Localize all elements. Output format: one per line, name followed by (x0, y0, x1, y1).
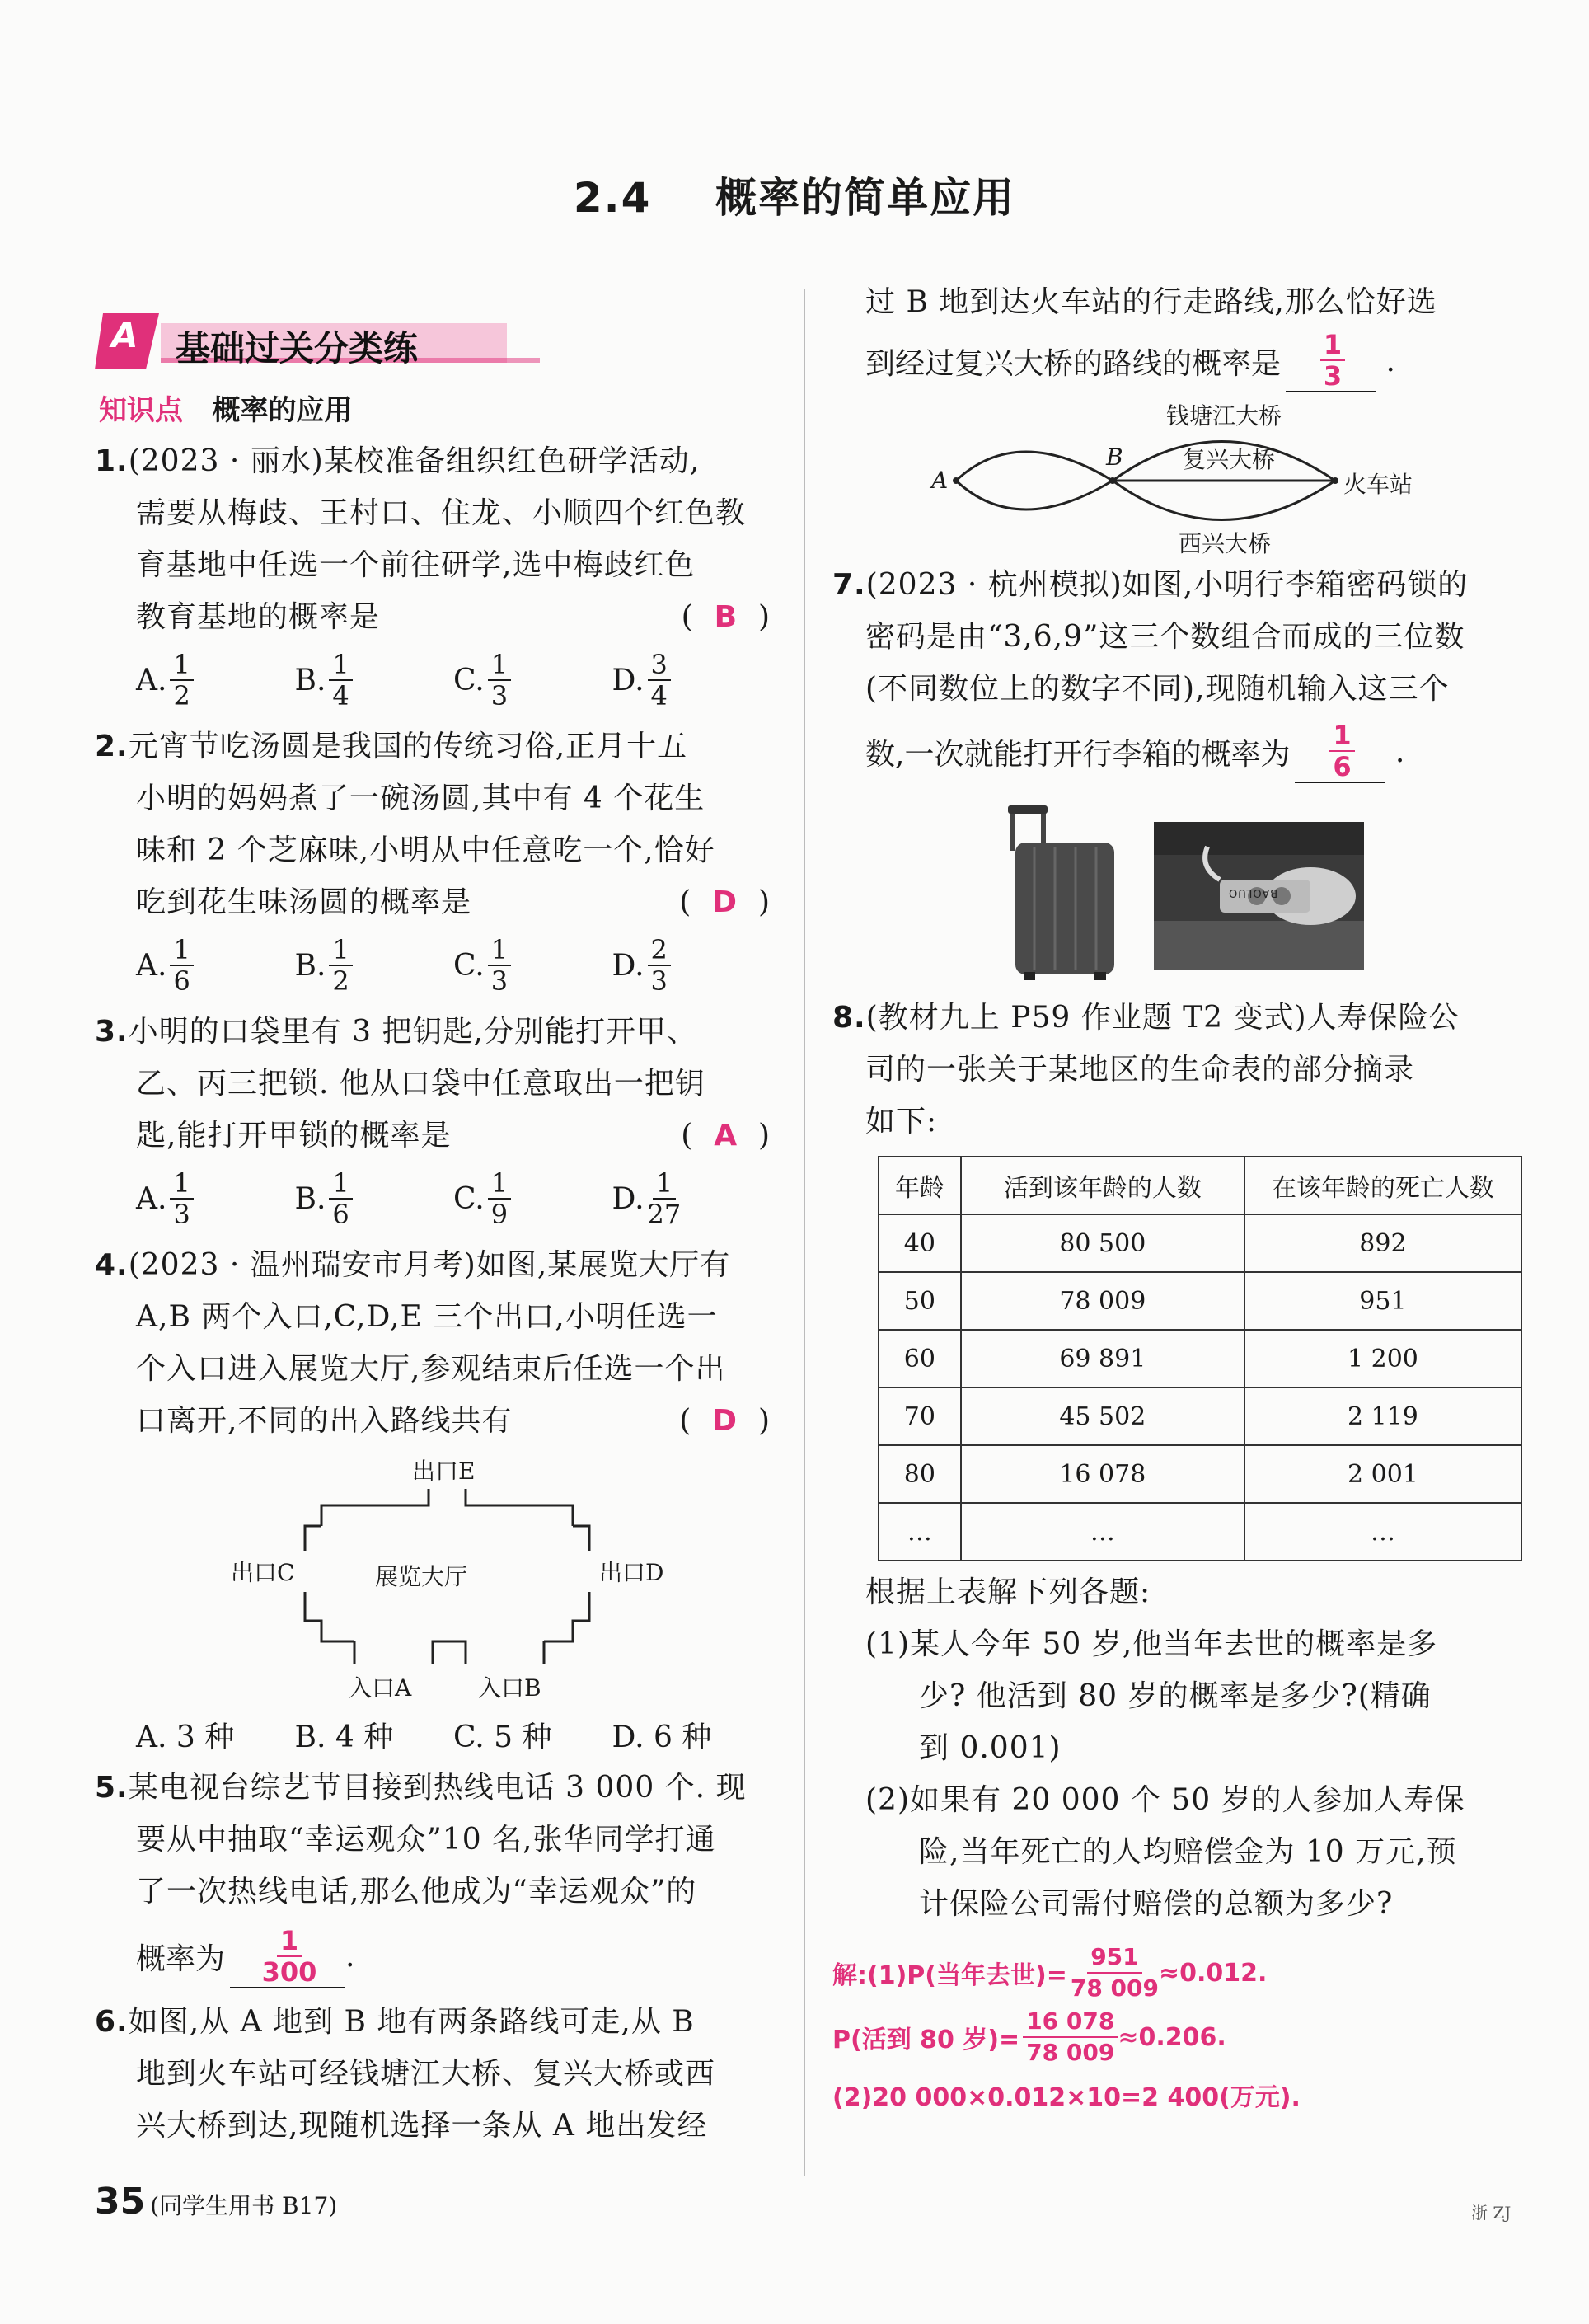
q2-line: 元宵节吃汤圆是我国的传统习俗,正月十五 (128, 730, 688, 763)
q6-line: 地到火车站可经钱塘江大桥、复兴大桥或西 (136, 2057, 716, 2091)
table-row (879, 1445, 1521, 1503)
table-header-row (879, 1157, 1521, 1214)
q1-number: 1. (95, 444, 129, 478)
q8-solution (832, 1941, 1521, 2120)
table-row (879, 1272, 1521, 1330)
q1-line: 教育基地的概率是 (136, 600, 381, 634)
table-cell: 2 119 (1244, 1387, 1521, 1445)
table-cell: 70 (879, 1387, 961, 1445)
q2-options (95, 928, 771, 1002)
table-cell: 16 078 (961, 1445, 1244, 1503)
q3-line: 匙,能打开甲锁的概率是 (136, 1119, 452, 1153)
q7-answer-denominator: 6 (1333, 751, 1352, 782)
knowledge-topic: 概率的应用 (212, 394, 353, 427)
q4-answer: D (712, 1404, 738, 1438)
table-row (879, 1214, 1521, 1272)
q6-answer-denominator: 3 (1323, 360, 1343, 392)
question-6-continued: 过 B 地到达火车站的行走路线,那么恰好选 到经过复兴大桥的路线的概率是 $\frac{1}{3}$ . A B 钱塘江大桥 复兴大桥 西兴大桥 火车站 (832, 276, 1521, 559)
question-2 (95, 721, 771, 1002)
q7-answer-numerator: 1 (1329, 721, 1354, 752)
q4-line: (2023 · 温州瑞安市月考)如图,某展览大厅有 (128, 1248, 731, 1282)
q6-line: 如图,从 A 地到 B 地有两条路线可走,从 B (128, 2005, 695, 2039)
option-a: A. 3 种 (136, 1720, 235, 1754)
solution-2-numerator: 16 078 (1023, 2007, 1118, 2038)
life-table (878, 1156, 1522, 1561)
option-b: B. $\frac{1}{2}$ (295, 935, 454, 996)
table-cell: 60 (879, 1330, 961, 1387)
question-8 (832, 992, 1521, 2120)
q1-line: 需要从梅歧、王村口、住龙、小顺四个红色教 (136, 496, 747, 530)
q5-number: 5. (95, 1771, 129, 1805)
table-header: 年龄 (879, 1157, 961, 1214)
section-title: 概率的简单应用 (715, 174, 1016, 222)
table-cell: 50 (879, 1272, 961, 1330)
q2-line: 味和 2 个芝麻味,小明从中任意吃一个,恰好 (136, 833, 715, 867)
table-cell: 40 (879, 1214, 961, 1272)
q6-line: 过 B 地到达火车站的行走路线,那么恰好选 (865, 285, 1437, 319)
left-column (95, 435, 771, 2152)
solution-1-denominator: 78 009 (1070, 1974, 1160, 2002)
point-b-label: B (1106, 444, 1123, 471)
page-number: 35 (95, 2181, 146, 2223)
knowledge-point (99, 387, 353, 428)
table-cell: … (961, 1503, 1244, 1561)
q4-answer-bracket: ( D ) (679, 1404, 771, 1438)
option-a: A. $\frac{1}{6}$ (136, 935, 295, 996)
q8-sub2-line: 险,当年死亡的人均赔偿金为 10 万元,预 (919, 1835, 1457, 1869)
label-exit-d: 出口D (599, 1559, 664, 1586)
q2-line: 小明的妈妈煮了一碗汤圆,其中有 4 个花生 (136, 782, 705, 815)
suitcase-photo-icon (832, 797, 1475, 983)
footer-code: 浙 ZJ (1471, 2203, 1512, 2223)
q5-line: 某电视台综艺节目接到热线电话 3 000 个. 现 (128, 1771, 747, 1805)
label-exit-e: 出口E (412, 1458, 476, 1485)
table-header: 活到该年龄的人数 (961, 1157, 1244, 1214)
q7-line: (不同数位上的数字不同),现随机输入这三个 (865, 672, 1450, 706)
bridge-route-diagram (865, 394, 1521, 559)
solution-2-denominator: 78 009 (1026, 2039, 1115, 2066)
table-cell: 892 (1244, 1214, 1521, 1272)
q8-line: 如下: (865, 1105, 938, 1139)
q8-sub1-line: 到 0.001) (919, 1731, 1062, 1765)
table-cell: 80 500 (961, 1214, 1244, 1272)
knowledge-tag: 知识点 (99, 394, 183, 427)
q6-number: 6. (95, 2005, 129, 2039)
bridge-qiantang-label: 钱塘江大桥 (1166, 402, 1282, 430)
label-exit-c: 出口C (231, 1559, 295, 1586)
q3-answer-bracket: ( A ) (681, 1119, 771, 1153)
q4-options (95, 1707, 771, 1762)
q7-line: (2023 · 杭州模拟)如图,小明行李箱密码锁的 (865, 568, 1469, 602)
question-4 (95, 1239, 771, 1762)
option-b: B. $\frac{1}{6}$ (295, 1168, 454, 1229)
q8-instruction: 根据上表解下列各题: (865, 1575, 1151, 1609)
page-title (0, 165, 1589, 224)
label-entry-a: 入口A (349, 1674, 412, 1702)
question-3 (95, 1006, 771, 1236)
q7-answer-blank (1295, 721, 1385, 783)
q1-answer-bracket: ( B ) (681, 600, 771, 634)
q7-line: 密码是由“3,6,9”这三个数组合而成的三位数 (865, 620, 1465, 654)
q6-line: 兴大桥到达,现随机选择一条从 A 地出发经 (136, 2109, 708, 2143)
solution-1-numerator: 951 (1087, 1942, 1141, 1974)
q4-line: 口离开,不同的出入路线共有 (136, 1404, 513, 1438)
question-6 (95, 1996, 771, 2152)
q1-line: (2023 · 丽水)某校准备组织红色研学活动, (128, 444, 701, 478)
q5-line: 了一次热线电话,那么他成为“幸运观众”的 (136, 1875, 697, 1908)
q5-line: 要从中抽取“幸运观众”10 名,张华同学打通 (136, 1823, 716, 1857)
q5-answer-blank (230, 1926, 345, 1988)
q7-line: 数,一次就能打开行李箱的概率为 (865, 737, 1291, 772)
option-c: C. $\frac{1}{3}$ (453, 650, 612, 711)
q3-line: 乙、丙三把锁. 他从口袋中任意取出一把钥 (136, 1067, 705, 1101)
q1-line: 育基地中任选一个前往研学,选中梅歧红色 (136, 548, 696, 582)
q5-answer-numerator: 1 (277, 1926, 302, 1957)
q8-line: (教材九上 P59 作业题 T2 变式)人寿保险公 (865, 1001, 1460, 1035)
option-d: D. 6 种 (612, 1720, 712, 1754)
option-c: C. $\frac{1}{3}$ (453, 935, 612, 996)
question-1 (95, 435, 771, 717)
lock-brand-text: BAOLUO (1228, 886, 1278, 899)
option-c: C. 5 种 (453, 1720, 552, 1754)
q8-number: 8. (832, 1001, 866, 1035)
q2-answer: D (712, 885, 738, 919)
solution-line-2-prefix: P(活到 80 岁)= (832, 2026, 1020, 2054)
solution-line-2-suffix: ≈0.206. (1118, 2022, 1226, 2052)
option-d: D. $\frac{3}{4}$ (612, 650, 771, 711)
q3-line: 小明的口袋里有 3 把钥匙,分别能打开甲、 (128, 1015, 697, 1049)
q2-number: 2. (95, 730, 129, 763)
question-5: 5.某电视台综艺节目接到热线电话 3 000 个. 现 要从中抽取“幸运观众”10 名,张华同学打通 了一次热线电话,那么他成为“幸运观众”的 概率为 $\frac{1}{300}$ . (95, 1762, 771, 1996)
section-number: 2.4 (573, 174, 652, 222)
table-cell: 78 009 (961, 1272, 1244, 1330)
q2-line: 吃到花生味汤圆的概率是 (136, 885, 472, 919)
option-b: B. $\frac{1}{4}$ (295, 650, 454, 711)
q3-answer: A (714, 1119, 738, 1153)
q8-sub2-line: (2)如果有 20 000 个 50 岁的人参加人寿保 (865, 1783, 1465, 1817)
page-footer (95, 2181, 337, 2223)
table-row (879, 1503, 1521, 1561)
q4-number: 4. (95, 1248, 129, 1282)
q8-line: 司的一张关于某地区的生命表的部分摘录 (865, 1053, 1415, 1087)
q5-line: 概率为 (136, 1942, 226, 1976)
option-a: A. $\frac{1}{2}$ (136, 650, 295, 711)
table-cell: 951 (1244, 1272, 1521, 1330)
solution-line-1-suffix: ≈0.012. (1159, 1958, 1268, 1988)
banner-badge: A (111, 315, 138, 355)
label-hall: 展览大厅 (375, 1563, 468, 1590)
q1-answer: B (714, 600, 738, 634)
q3-options (95, 1162, 771, 1236)
q8-sub2-line: 计保险公司需付赔偿的总额为多少? (919, 1887, 1394, 1921)
point-a-label: A (931, 467, 949, 494)
banner-label: 基础过关分类练 (176, 328, 419, 369)
table-cell: 45 502 (961, 1387, 1244, 1445)
q4-line: A,B 两个入口,C,D,E 三个出口,小明任选一 (136, 1300, 718, 1334)
q2-answer-bracket: ( D ) (679, 885, 771, 919)
q8-sub1-line: (1)某人今年 50 岁,他当年去世的概率是多 (865, 1627, 1438, 1661)
table-cell: 2 001 (1244, 1445, 1521, 1503)
option-b: B. 4 种 (294, 1720, 394, 1754)
table-cell: 1 200 (1244, 1330, 1521, 1387)
station-label: 火车站 (1343, 471, 1413, 498)
q8-sub1-line: 少? 他活到 80 岁的概率是多少?(精确 (919, 1679, 1432, 1713)
q5-answer-denominator: 300 (261, 1955, 317, 1988)
option-a: A. $\frac{1}{3}$ (136, 1168, 295, 1229)
table-cell: 80 (879, 1445, 961, 1503)
q1-options (95, 643, 771, 717)
exhibition-hall-diagram (95, 1452, 771, 1707)
solution-line-1-prefix: 解:(1)P(当年去世)= (832, 1961, 1067, 1990)
q3-number: 3. (95, 1015, 129, 1049)
q6-line: 到经过复兴大桥的路线的概率是 (865, 346, 1282, 381)
q6-answer-numerator: 1 (1320, 330, 1345, 361)
table-cell: … (1244, 1503, 1521, 1561)
option-c: C. $\frac{1}{9}$ (453, 1168, 612, 1229)
bridge-fuxing-label: 复兴大桥 (1183, 446, 1276, 473)
section-banner (95, 307, 540, 373)
option-d: D. $\frac{1}{27}$ (612, 1167, 682, 1230)
table-row (879, 1387, 1521, 1445)
right-column (832, 276, 1521, 2120)
question-7: 7.(2023 · 杭州模拟)如图,小明行李箱密码锁的 密码是由“3,6,9”这三个数组合而成的三位数 (不同数位上的数字不同),现随机输入这三个 数,一次就能打开行李箱的概率为 $\frac{1}{6}$ . BAOLUO (832, 559, 1521, 987)
table-header: 在该年龄的死亡人数 (1244, 1157, 1521, 1214)
q7-number: 7. (832, 568, 866, 602)
table-row (879, 1330, 1521, 1387)
column-divider (804, 289, 805, 2176)
solution-line-3: (2)20 000×0.012×10=2 400(万元). (832, 2083, 1301, 2112)
luggage-photos (832, 797, 1521, 987)
footer-note: (同学生用书 B17) (150, 2192, 338, 2219)
table-cell: 69 891 (961, 1330, 1244, 1387)
bridge-xixing-label: 西兴大桥 (1179, 530, 1272, 557)
q6-answer-blank (1286, 330, 1376, 392)
q4-line: 个入口进入展览大厅,参观结束后任选一个出 (136, 1352, 726, 1386)
table-cell: … (879, 1503, 961, 1561)
label-entry-b: 入口B (478, 1674, 541, 1702)
option-d: D. $\frac{2}{3}$ (612, 935, 771, 996)
